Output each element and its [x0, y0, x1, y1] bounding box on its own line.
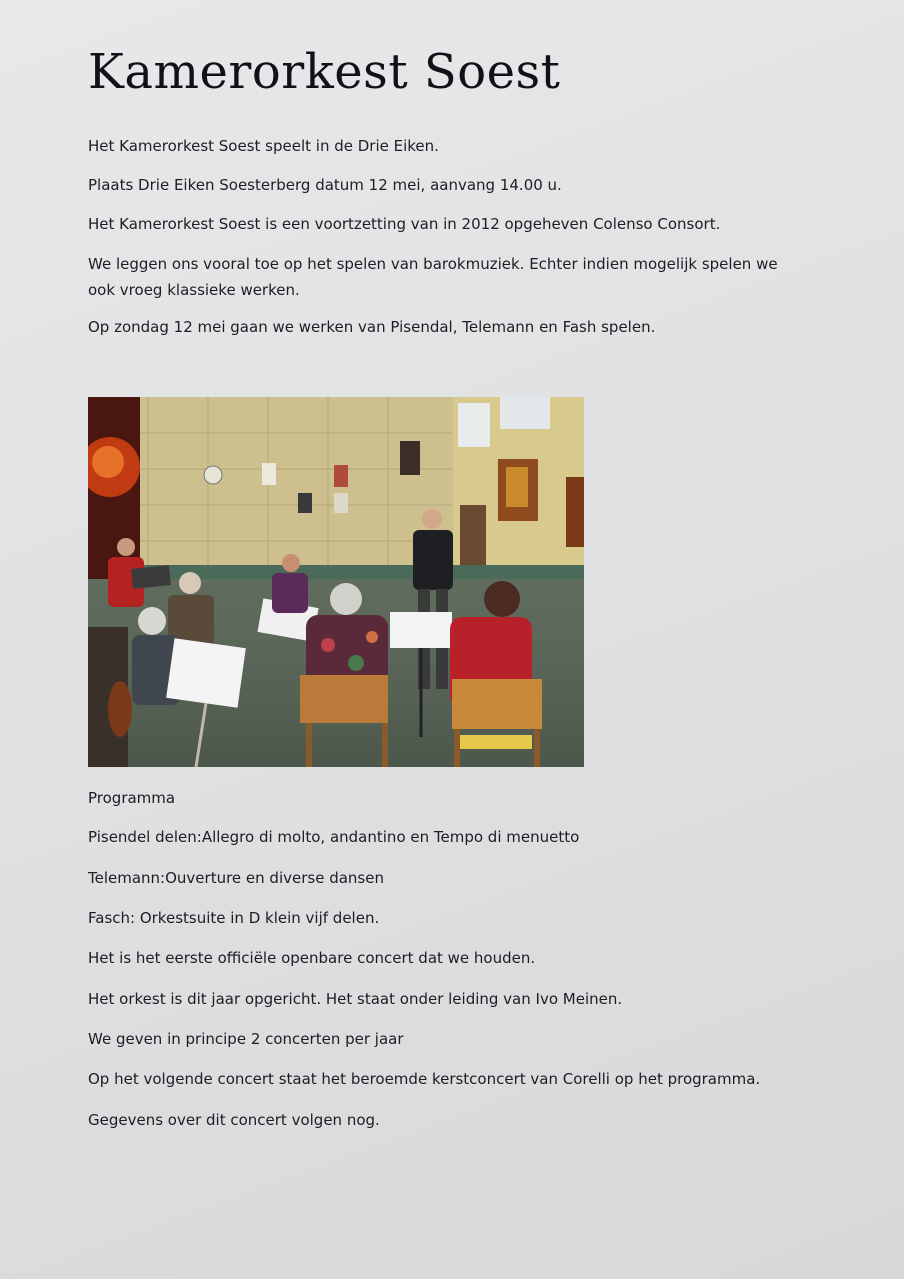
photo-illustration — [88, 397, 584, 767]
intro-line-3: Het Kamerorkest Soest is een voortzetting van in 2012 opgeheven Colenso Consort. — [88, 215, 721, 233]
programma-item-7: Op het volgende concert staat het beroemde kerstconcert van Corelli op het programma. — [88, 1070, 761, 1088]
programma-item-3: Fasch: Orkestsuite in D klein vijf delen. — [88, 909, 380, 927]
intro-line-1: Het Kamerorkest Soest speelt in de Drie Eiken. — [88, 137, 439, 155]
intro-line-5: Op zondag 12 mei gaan we werken van Pisendal, Telemann en Fash spelen. — [88, 318, 656, 336]
programma-heading: Programma — [88, 789, 176, 807]
programma-item-8: Gegevens over dit concert volgen nog. — [88, 1111, 380, 1129]
programma-item-4: Het is het eerste officiële openbare concert dat we houden. — [88, 949, 536, 967]
programma-item-6: We geven in principe 2 concerten per jaar — [88, 1030, 404, 1048]
orchestra-rehearsal-photo — [88, 397, 584, 767]
page-title: Kamerorkest Soest — [88, 44, 561, 100]
programma-item-1: Pisendel delen:Allegro di molto, andantino en Tempo di menuetto — [88, 828, 580, 846]
programma-item-2: Telemann:Ouverture en diverse dansen — [88, 869, 384, 887]
programma-item-5: Het orkest is dit jaar opgericht. Het staat onder leiding van Ivo Meinen. — [88, 990, 623, 1008]
intro-line-4: We leggen ons vooral toe op het spelen van barokmuziek. Echter indien mogelijk spelen we ook vroeg klassieke werken. — [88, 255, 778, 299]
intro-line-2: Plaats Drie Eiken Soesterberg datum 12 mei, aanvang 14.00 u. — [88, 176, 562, 194]
